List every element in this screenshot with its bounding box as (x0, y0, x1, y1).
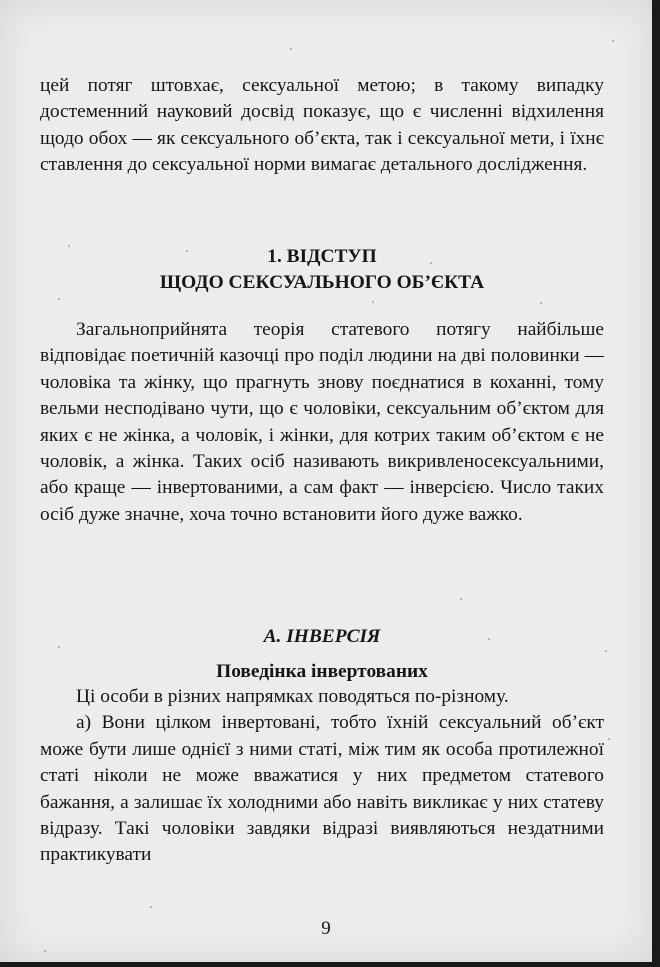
paper-speck (612, 40, 614, 42)
subheading-behavior: Поведінка інвертованих (216, 661, 428, 682)
paper-speck (68, 245, 70, 247)
paper-speck (488, 638, 490, 640)
paper-speck (150, 906, 152, 908)
inversion-paragraph-a: а) Вони цілком інвертовані, тобто їхній сексуальний об’єкт може бути лише однієї з ними статі, між тим як особа протилежної статі ніколи не може вважатися у них предметом статевого бажання, а залишає їх холодними або навіть викликає у них статеву відразу. Такі чоловіки завдяки відразі виявляються нездатними практикувати (40, 712, 604, 866)
paper-speck (290, 48, 292, 50)
paper-speck (186, 250, 188, 252)
section-heading (40, 244, 604, 297)
paper-speck (58, 646, 60, 648)
paper-speck (430, 262, 432, 264)
paper-speck (460, 598, 462, 600)
section-heading-title: ЩОДО СЕКСУАЛЬНОГО ОБ’ЄКТА (159, 272, 485, 294)
paper-speck (372, 301, 374, 303)
paper-speck (605, 650, 607, 652)
inversion-paragraph-intro: Ці особи в різних напрямках поводяться по-різному. (76, 686, 509, 707)
paper-speck (540, 302, 542, 304)
main-paragraph: Загальноприйнята теорія статевого потягу найбільше відповідає поетичній казочці про поділ людини на дві половинки — чоловіка та жінку, що прагнуть знову поєднатися в коханні, тому вельми несподівано чути, що є чоловіки, сексуальним об’єктом для яких є не жінка, а чоловік, і жінки, для котрих таким об’єктом є не чоловік, а жінка. Таких осіб називають викривленосексуальними, або краще — інвертованими, а сам факт — інверсією. Число таких осіб дуже значне, хоча точно встановити його дуже важко. (40, 319, 604, 525)
page-number: 9 (321, 918, 331, 939)
paper-speck (44, 950, 46, 952)
paper-speck (58, 298, 60, 300)
subheading-inversion: А. ІНВЕРСІЯ (263, 626, 381, 647)
inversion-section (40, 684, 604, 869)
intro-paragraph: цей потяг штовхає, сексуальної метою; в такому випадку достеменний науковий досвід показує, що є численні відхилення щодо обох — як сексуального об’єкта, так і сексуальної мети, і їхнє ставлення до сексуальної норми вимагає детального дослідження. (40, 75, 604, 176)
section-heading-number: 1. ВІДСТУП (267, 246, 377, 267)
paper-speck (608, 738, 610, 740)
